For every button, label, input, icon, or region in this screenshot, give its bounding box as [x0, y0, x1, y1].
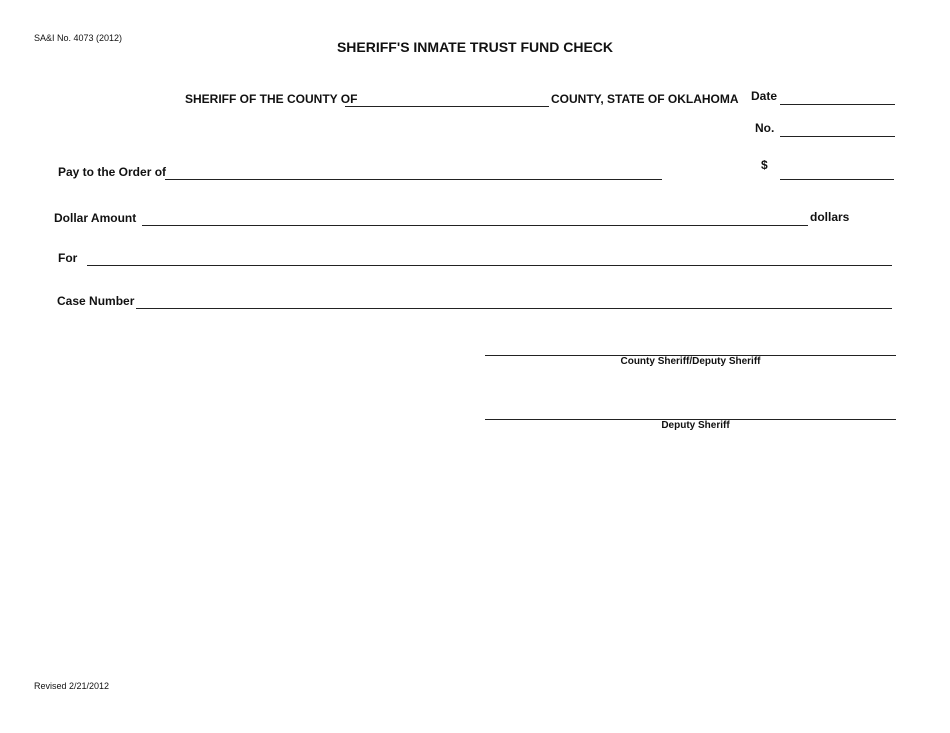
page-title: SHERIFF'S INMATE TRUST FUND CHECK — [336, 39, 614, 55]
amount-underline — [780, 179, 894, 180]
dollars-suffix: dollars — [810, 210, 850, 224]
pay-to-underline — [165, 179, 662, 180]
date-underline — [780, 104, 895, 105]
deputy-sheriff-signature-label: Deputy Sheriff — [661, 420, 730, 431]
deputy-sheriff-signature-field[interactable] — [485, 394, 896, 419]
revised-date: Revised 2/21/2012 — [34, 681, 110, 691]
dollar-sign-label: $ — [761, 158, 768, 172]
case-number-input[interactable] — [136, 291, 892, 309]
check-number-input[interactable] — [780, 119, 895, 137]
check-number-label: No. — [755, 121, 775, 135]
county-sheriff-signature-field[interactable] — [485, 330, 896, 355]
pay-to-input[interactable] — [165, 162, 662, 180]
for-label: For — [58, 251, 78, 265]
county-underline — [345, 106, 549, 107]
dollar-amount-underline — [142, 225, 808, 226]
case-number-label: Case Number — [57, 294, 135, 308]
for-input[interactable] — [87, 248, 892, 266]
dollar-amount-input[interactable] — [142, 208, 808, 226]
amount-input[interactable] — [780, 162, 894, 180]
date-label: Date — [751, 89, 778, 103]
case-number-underline — [136, 308, 892, 309]
form-number: SA&I No. 4073 (2012) — [34, 33, 123, 43]
for-underline — [87, 265, 892, 266]
county-sheriff-signature-label: County Sheriff/Deputy Sheriff — [620, 356, 761, 367]
pay-to-label: Pay to the Order of — [58, 165, 167, 179]
check-number-underline — [780, 136, 895, 137]
county-state-label: COUNTY, STATE OF OKLAHOMA — [551, 92, 739, 106]
sheriff-county-label: SHERIFF OF THE COUNTY OF — [185, 92, 358, 106]
dollar-amount-label: Dollar Amount — [54, 211, 137, 225]
county-input[interactable] — [345, 89, 549, 107]
date-input[interactable] — [780, 87, 895, 105]
